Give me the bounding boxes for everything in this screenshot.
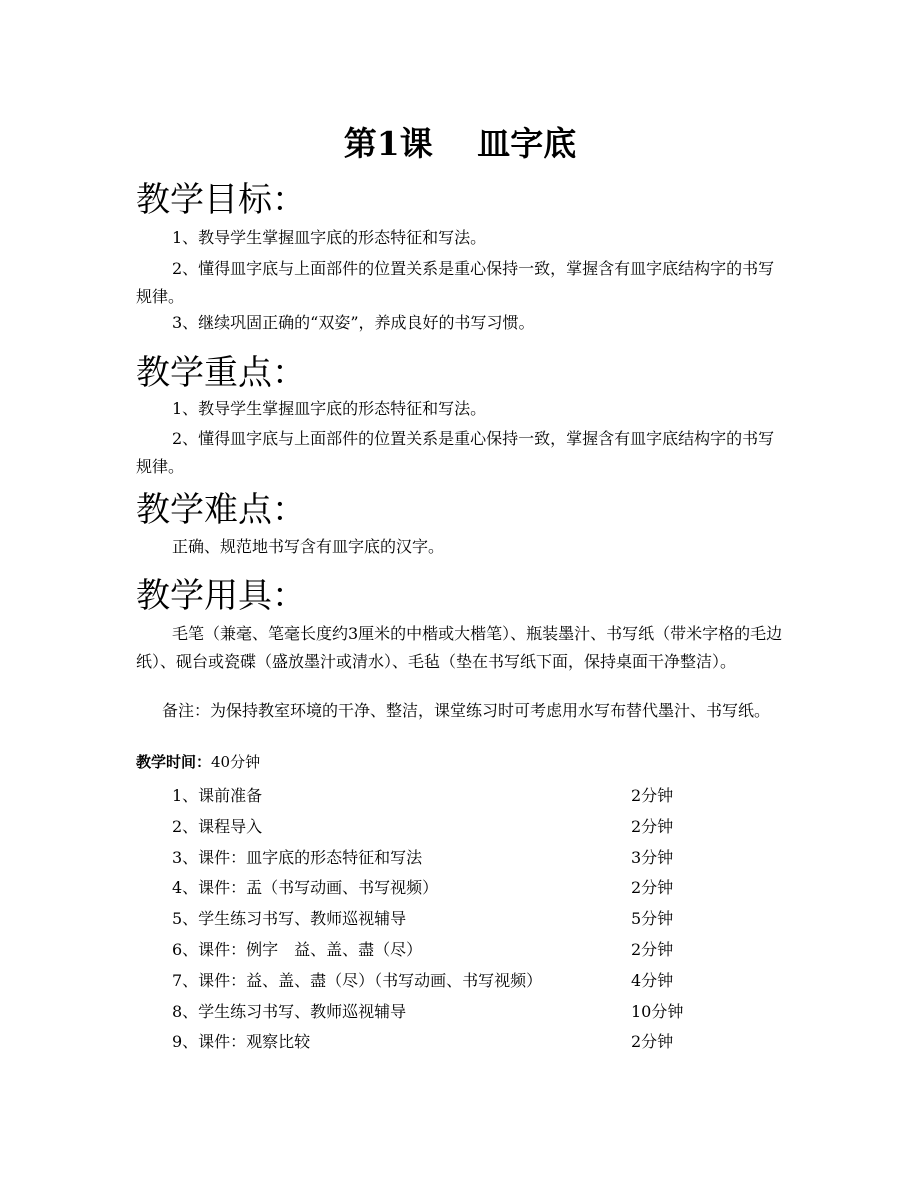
schedule-item: 9、课件：观察比较: [172, 1032, 311, 1052]
schedule-item: 1、课前准备: [172, 786, 263, 805]
schedule-time: 10分钟: [631, 1001, 684, 1021]
objective-item-1: 1、教导学生掌握皿字底的形态特征和写法。: [172, 228, 487, 247]
schedule-item: 6、课件：例字 益、盖、盡（尽）: [172, 939, 423, 959]
schedule-row: [172, 966, 732, 997]
objective-item-2: 2、懂得皿字底与上面部件的位置关系是重心保持一致，掌握含有皿字底结构字的书写规律。: [136, 259, 775, 306]
schedule-time: 5分钟: [631, 909, 674, 929]
key-points-heading: 教学重点：: [136, 353, 306, 393]
lesson-title: 第1课 皿字底: [343, 124, 577, 163]
schedule-row: [172, 935, 732, 966]
schedule-time: 2分钟: [631, 1032, 674, 1052]
difficulties-heading: 教学难点：: [136, 490, 306, 530]
teaching-time: [136, 751, 260, 772]
schedule-row: [172, 873, 732, 904]
teaching-time-label: 教学时间：: [136, 753, 212, 771]
tools-item-1: 毛笔（兼毫、笔毫长度约3厘米的中楷或大楷笔）、瓶装墨汁、书写纸（带米字格的毛边纸）、砚台或瓷碟（盛放墨汁或清水）、毛毡（垫在书写纸下面，保持桌面干净整洁）。: [136, 624, 783, 671]
schedule-time: 4分钟: [631, 970, 674, 990]
key-point-item-2: 2、懂得皿字底与上面部件的位置关系是重心保持一致，掌握含有皿字底结构字的书写规律。: [136, 429, 775, 476]
schedule-item: 3、课件：皿字底的形态特征和写法: [172, 847, 423, 867]
schedule-row: [172, 1027, 732, 1058]
tools-note: 备注：为保持教室环境的干净、整洁，课堂练习时可考虑用水写布替代墨汁、书写纸。: [162, 701, 771, 720]
key-point-item-1: 1、教导学生掌握皿字底的形态特征和写法。: [172, 399, 487, 418]
schedule-time: 2分钟: [631, 786, 674, 805]
objective-item-3: 3、继续巩固正确的“双姿”，养成良好的书写习惯。: [172, 313, 535, 332]
schedule-row: [172, 997, 732, 1028]
teaching-time-value: 40分钟: [211, 753, 261, 771]
schedule-row: [172, 812, 732, 843]
schedule-time: 2分钟: [631, 939, 674, 959]
schedule-item: 7、课件：益、盖、盡（尽）（书写动画、书写视频）: [172, 970, 543, 990]
schedule-item: 4、课件：盂（书写动画、书写视频）: [172, 878, 439, 898]
difficulty-item-1: 正确、规范地书写含有皿字底的汉字。: [172, 537, 445, 556]
schedule-row: [172, 781, 732, 812]
schedule-list: [172, 781, 732, 1058]
schedule-item: 2、课程导入: [172, 816, 263, 836]
schedule-time: 2分钟: [631, 878, 674, 898]
schedule-time: 3分钟: [631, 847, 674, 867]
schedule-row: [172, 843, 732, 874]
objectives-heading: 教学目标：: [136, 180, 306, 220]
schedule-row: [172, 904, 732, 935]
schedule-time: 2分钟: [631, 816, 674, 836]
schedule-item: 5、学生练习书写、教师巡视辅导: [172, 909, 407, 929]
tools-heading: 教学用具：: [136, 576, 306, 616]
schedule-item: 8、学生练习书写、教师巡视辅导: [172, 1001, 407, 1021]
